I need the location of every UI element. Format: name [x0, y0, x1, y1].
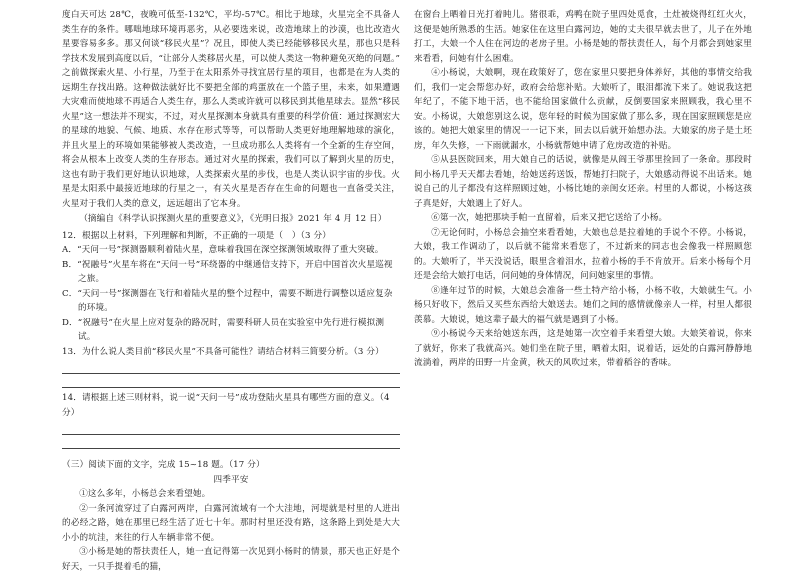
answer-area-14: [62, 420, 400, 452]
story-paragraph: ⑨小杨说今天来给她送东西，这是她第一次空着手来看望大娘。大娘笑着说，你来了就好，你来了我就高兴。她们坐在院子里，晒着太阳，说着话，远处的白露河静静地流淌着，两岸的田野一片金黄，秋天的风吹过来，带着稻谷的香味。: [414, 329, 752, 368]
story-title: 四季平安: [213, 474, 249, 485]
option-d: D．“祝融号”在火星上应对复杂的路况时，需要科研人员在实验室中先行进行模拟测试。: [62, 317, 385, 342]
answer-line[interactable]: [62, 421, 400, 435]
question-14: 14．请根据上述三则材料，说一说“天问一号”成功登陆火星具有哪些方面的意义。（4 分）: [62, 393, 390, 418]
story-paragraph: ⑦无论何时，小杨总会抽空来看看她，大娘也总是拉着她的手说个不停。小杨说，大娘，我工作调动了，以后就不能常来看您了，不过新来的同志也会像我一样照顾您的。大娘听了，半天没说话，眼里含着泪水，拉着小杨的手不肯放开。后来小杨每个月还是会给大娘打电话，问问她的身体情况，问问她家里的事情。: [414, 227, 752, 281]
option-b: B．“祝融号”火星车将在“天问一号”环绕器的中继通信支持下，开启中国首次火星巡视之旅。: [62, 259, 393, 284]
option-a: A．“天问一号”探测器顺利着陆火星，意味着我国在深空探测领域取得了重大突破。: [62, 245, 384, 255]
story-paragraph: ①这么多年，小杨总会来看望她。: [79, 489, 211, 499]
answer-line[interactable]: [62, 360, 400, 374]
section-3-heading: （三）阅读下面的文字，完成 15~18 题。（17 分）: [62, 460, 265, 470]
left-column: [62, 8, 400, 574]
answer-area-13: [62, 359, 400, 391]
story-paragraph: ②一条河流穿过了白露河两岸，白露河流域有一个大洼地，河堤就是村里的人进出的必经之路，她在那里已经生活了近七十年。那时村里还没有路，这条路上到处是大大小小的坑洼，来往的行人车辆非常不便。: [62, 503, 400, 543]
right-column: [414, 8, 752, 371]
story-paragraph: ⑧逢年过节的时候，大娘总会准备一些土特产给小杨，小杨不收，大娘就生气。小杨只好收下，然后又买些东西给大娘送去。她们之间的感情就像亲人一样，村里人都很羡慕。大娘说，她这辈子最大的福气就是遇到了小杨。: [414, 285, 752, 325]
question-12: 12．根据以上材料，下列理解和判断，不正确的一项是（ ）（3 分）: [62, 230, 332, 241]
story-paragraph: ④小杨说，大娘啊，现在政策好了，您在家里只要把身体养好，其他的事情交给我们，我们一定会帮您办好，政府会给您补贴。大娘听了，眼泪都流下来了。她说我这把年纪了，不能下地干活，也不能给国家做什么贡献，反倒要国家来照顾我，我心里不安。小杨说，大娘您别这么说，您年轻的时候为国家做了那么多，现在国家照顾您是应该的。她把大娘家里的情况一一记下来，回去以后就开始想办法。大娘家的房子是土坯房，年久失修，一下雨就漏水，小杨就帮她申请了危房改造的补贴。: [414, 68, 752, 151]
answer-line[interactable]: [62, 374, 400, 388]
story-paragraph: ⑤从县医院回来，用大娘自己的话说，就像是从阎王爷那里捡回了一条命。那段时间小杨几乎天天都去看她，给她送药送饭，帮她打扫院子，大娘感动得说不出话来。她说自己的儿子都没有这样照顾过她，小杨比她的亲闺女还亲。村里的人都说，小杨这孩子真是好，大娘遇上了好人。: [414, 155, 752, 209]
story-paragraph: 在窗台上晒着日光打着盹儿。猪很乖，鸡鸭在院子里四处觅食，土灶被烧得红红火火，这便是她所熟悉的生活。她家住在这里白露河边，她的丈夫很早就去世了，儿子在外地打工，大娘一个人住在河边的老房子里。小杨是她的帮扶责任人，每个月都会到她家里来看看，问她有什么困难。: [414, 10, 752, 64]
source-citation: （摘编自《科学认识探测火星的重要意义》，《光明日报》2021 年 4 月 12 日）: [79, 214, 387, 224]
answer-line[interactable]: [62, 435, 400, 449]
question-13: 13．为什么说人类目前“移民火星”不具备可能性？请结合材料三简要分析。（3 分）: [62, 346, 384, 357]
passage-paragraph: 度白天可达 28℃，夜晚可低至-132℃，平均-57℃。相比于地球，火星完全不具备人类生存的条件。哪咄地球环境再恶劣，从必要选来说，改造地球上的沙漠，也比改造火星要容易多多。那又何谈“移民火星”？况且，即使人类已经能够移民火星，那也只是科学技术发展到高度以后，“让部分人类移居火星，可以使人类这一物种避免灭绝的问题。” 之前做探索火星、小行星，乃至于在太阳系外寻找宜居行星的项目，也都是在为人类的远期生存找出路。这种做法就好比不要把全部的鸡蛋放在一个篮子里，未来，如果遭遇大灾难而使地球不再适合人类生存，那么人类或许就可以移民到其他星球去。显然“移民火星”这一想法并不现实，不过，对火星探测本身就具有重要的科学价值：通过探测宏大的星球的地貌、气候、地质、水存在形式等等，可以帮助人类更好地理解地球的演化，并且火星上的环境如果能够被人类改造，一旦成功那么人类将有一个全新的生存空间，将会从根本上改变人类的生存形态。通过对火星的探索，我们可以了解到火星的历史，这也有助于我们更好地认识地球，人类探索火星的步伐，也是人类认识宇宙的步伐。火星是太阳系中最接近地球的行星之一，有关火星是否存在生命的问题也一直备受关注，火星对于我们人类的意义，远远超出了它本身。: [62, 10, 400, 209]
option-c: C．“天问一号”探测器在飞行和着陆火星的整个过程中，需要不断进行调整以适应复杂的环境。: [62, 288, 393, 313]
story-paragraph: ⑥第一次，她把那块手帕一直留着，后来又把它送给了小杨。: [431, 213, 668, 223]
story-paragraph: ③小杨是她的帮扶责任人，她一直记得第一次见到小杨时的情景，那天也正好是个好天，一只手提着毛的猫，: [62, 547, 400, 572]
